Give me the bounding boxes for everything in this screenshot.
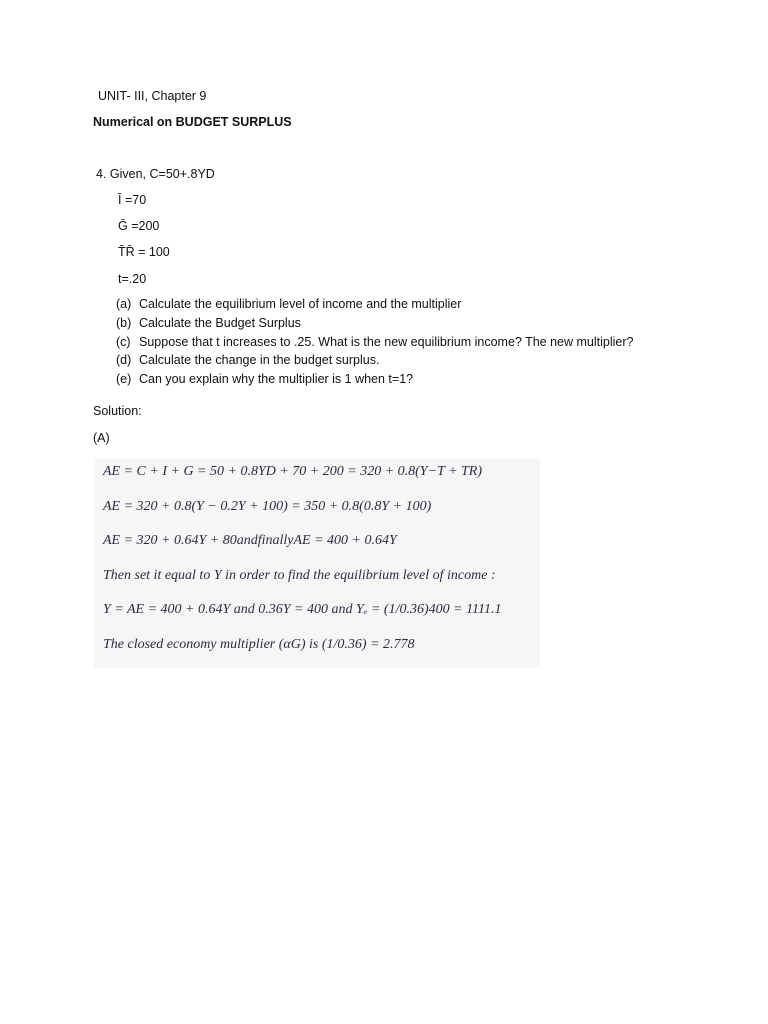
given-tax-rate: t=.20 — [118, 272, 147, 286]
math-line-2: AE = 320 + 0.8(Y − 0.2Y + 100) = 350 + 0.8(0.8Y + 100) — [103, 499, 432, 514]
part-text: Can you explain why the multiplier is 1 when t=1? — [139, 372, 414, 386]
part-marker: (c) — [116, 335, 131, 349]
math-line-5: Y = AE = 400 + 0.64Y and 0.36Y = 400 and Yₑ = (1/0.36)400 = 1111.1 — [103, 602, 502, 617]
solution-label: Solution: — [93, 404, 142, 418]
math-line-1: AE = C + I + G = 50 + 0.8YD + 70 + 200 = 320 + 0.8(Y−T + TR) — [103, 464, 483, 479]
math-line-6: The closed economy multiplier (αG) is (1/0.36) = 2.778 — [103, 637, 415, 652]
solution-math-block — [94, 458, 540, 668]
document-title: Numerical on BUDGET SURPLUS — [93, 115, 292, 129]
solution-part-label: (A) — [93, 431, 110, 445]
part-text: Suppose that t increases to .25. What is the new equilibrium income? The new multiplier? — [139, 335, 634, 349]
part-marker: (b) — [116, 316, 132, 330]
given-government: Ḡ =200 — [118, 219, 160, 233]
given-transfers: T̄R̄ = 100 — [118, 245, 170, 259]
question-part-a — [116, 296, 461, 312]
question-part-d — [116, 352, 379, 368]
part-marker: (e) — [116, 372, 132, 386]
math-line-4: Then set it equal to Y in order to find the equilibrium level of income : — [103, 568, 496, 583]
question-part-c — [116, 334, 633, 350]
part-text: Calculate the Budget Surplus — [139, 316, 301, 330]
part-text: Calculate the equilibrium level of income and the multiplier — [139, 297, 462, 311]
given-investment: Ī =70 — [118, 193, 147, 207]
question-given: 4. Given, C=50+.8YD — [96, 167, 215, 181]
math-line-3: AE = 320 + 0.64Y + 80andfinallyAE = 400 + 0.64Y — [103, 533, 397, 548]
question-part-e — [116, 371, 413, 387]
unit-heading: UNIT- III, Chapter 9 — [98, 89, 207, 103]
part-marker: (a) — [116, 297, 132, 311]
question-part-b — [116, 315, 301, 331]
part-marker: (d) — [116, 353, 132, 367]
part-text: Calculate the change in the budget surplus. — [139, 353, 380, 367]
